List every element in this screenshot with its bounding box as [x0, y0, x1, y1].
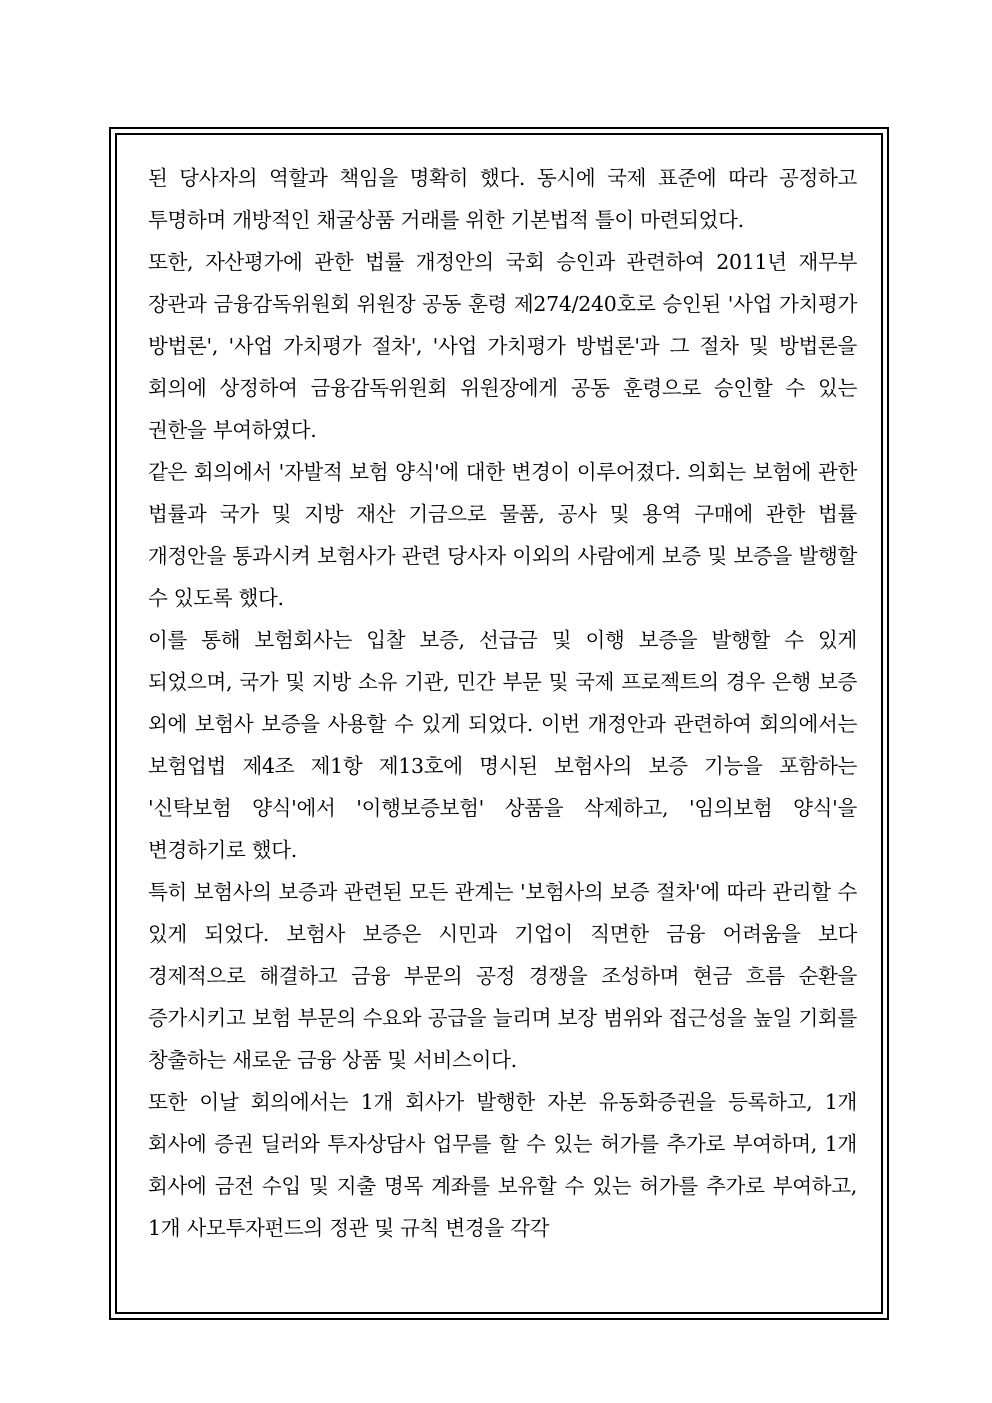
paragraph: 이를 통해 보험회사는 입찰 보증, 선급금 및 이행 보증을 발행할 수 있게 되었으며, 국가 및 지방 소유 기관, 민간 부문 및 국제 프로젝트의 경우 은행 보증 외에 보험사 보증을 사용할 수 있게 되었다. 이번 개정안과 관련하여 회의에서는 보험업법 제4조 제1항 제13호에 명시된 보험사의 보증 기능을 포함하는 '신탁보험 양식'에서 '이행보증보험' 상품을 삭제하고, '임의보험 양식'을 변경하기로 했다. — [148, 628, 857, 862]
paragraph: 된 당사자의 역할과 책임을 명확히 했다. 동시에 국제 표준에 따라 공정하고 투명하며 개방적인 채굴상품 거래를 위한 기본법적 틀이 마련되었다. — [148, 166, 857, 232]
page-border-inner — [115, 133, 883, 1314]
paragraph: 특히 보험사의 보증과 관련된 모든 관계는 '보험사의 보증 절차'에 따라 관리할 수 있게 되었다. 보험사 보증은 시민과 기업이 직면한 금융 어려움을 보다 경제적으로 해결하고 금융 부문의 공정 경쟁을 조성하며 현금 흐름 순환을 증가시키고 보험 부문의 수요와 공급을 늘리며 보장 범위와 접근성을 높일 기회를 창출하는 새로운 금융 상품 및 서비스이다. — [148, 880, 857, 1072]
paragraph: 또한 이날 회의에서는 1개 회사가 발행한 자본 유동화증권을 등록하고, 1개 회사에 증권 딜러와 투자상담사 업무를 할 수 있는 허가를 추가로 부여하며, 1개 회사에 금전 수입 및 지출 명목 계좌를 보유할 수 있는 허가를 추가로 부여하고, 1개 사모투자펀드의 정관 및 규칙 변경을 각각 — [148, 1090, 857, 1240]
paragraph: 같은 회의에서 '자발적 보험 양식'에 대한 변경이 이루어졌다. 의회는 보험에 관한 법률과 국가 및 지방 재산 기금으로 물품, 공사 및 용역 구매에 관한 법률 개정안을 통과시켜 보험사가 관련 당사자 이외의 사람에게 보증 및 보증을 발행할 수 있도록 했다. — [148, 460, 857, 610]
paragraph: 또한, 자산평가에 관한 법률 개정안의 국회 승인과 관련하여 2011년 재무부 장관과 금융감독위원회 위원장 공동 훈령 제274/240호로 승인된 '사업 가치평가 방법론', '사업 가치평가 절차', '사업 가치평가 방법론'과 그 절차 및 방법론을 회의에 상정하여 금융감독위원회 위원장에게 공동 훈령으로 승인할 수 있는 권한을 부여하였다. — [148, 250, 857, 442]
page-border-outer — [109, 127, 889, 1320]
document-body — [148, 157, 857, 1249]
